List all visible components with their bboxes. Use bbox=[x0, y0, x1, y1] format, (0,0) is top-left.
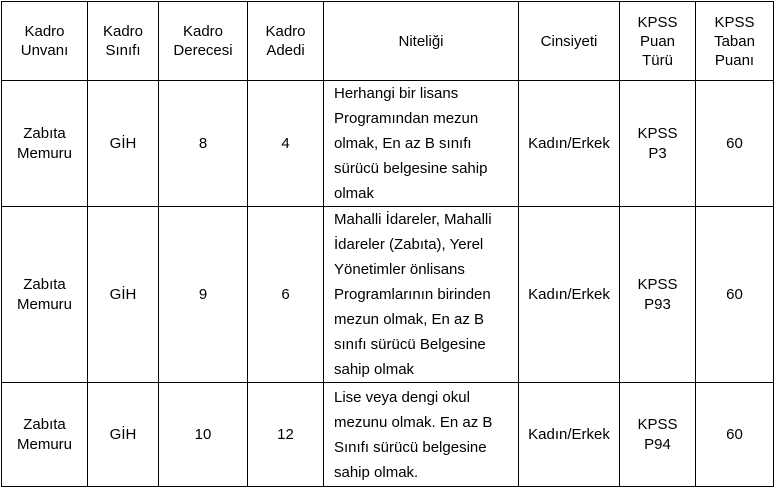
header-cell-kpss-min-score: KPSS Taban Puanı bbox=[696, 2, 774, 81]
cell-count: 6 bbox=[248, 207, 324, 383]
cell-qualification: Herhangi bir lisans Programından mezun olmak, En az B sınıfı sürücü belgesine sahip olmak bbox=[324, 81, 519, 207]
cell-kpss-min-score: 60 bbox=[696, 383, 774, 487]
header-cell-kpss-score-type: KPSS Puan Türü bbox=[620, 2, 696, 81]
cell-kpss-score-type: KPSS P94 bbox=[620, 383, 696, 487]
header-cell-title: Kadro Unvanı bbox=[2, 2, 88, 81]
cell-kpss-min-score: 60 bbox=[696, 81, 774, 207]
cell-title: Zabıta Memuru bbox=[2, 383, 88, 487]
cell-kpss-min-score: 60 bbox=[696, 207, 774, 383]
table-row bbox=[2, 207, 774, 383]
cell-gender: Kadın/Erkek bbox=[519, 207, 620, 383]
header-cell-gender: Cinsiyeti bbox=[519, 2, 620, 81]
recruitment-table bbox=[1, 1, 774, 487]
cell-qualification: Mahalli İdareler, Mahalli İdareler (Zabıta), Yerel Yönetimler önlisans Programlarının birinden mezun olmak, En az B sınıfı sürücü Belgesine sahip olmak bbox=[324, 207, 519, 383]
header-cell-qualification: Niteliği bbox=[324, 2, 519, 81]
cell-grade: 10 bbox=[159, 383, 248, 487]
cell-class: GİH bbox=[88, 81, 159, 207]
header-row bbox=[2, 2, 774, 81]
cell-class: GİH bbox=[88, 383, 159, 487]
cell-qualification: Lise veya dengi okul mezunu olmak. En az B Sınıfı sürücü belgesine sahip olmak. bbox=[324, 383, 519, 487]
cell-count: 12 bbox=[248, 383, 324, 487]
cell-title: Zabıta Memuru bbox=[2, 81, 88, 207]
cell-gender: Kadın/Erkek bbox=[519, 383, 620, 487]
cell-grade: 8 bbox=[159, 81, 248, 207]
cell-title: Zabıta Memuru bbox=[2, 207, 88, 383]
header-cell-count: Kadro Adedi bbox=[248, 2, 324, 81]
cell-class: GİH bbox=[88, 207, 159, 383]
cell-gender: Kadın/Erkek bbox=[519, 81, 620, 207]
cell-kpss-score-type: KPSS P3 bbox=[620, 81, 696, 207]
cell-count: 4 bbox=[248, 81, 324, 207]
header-cell-grade: Kadro Derecesi bbox=[159, 2, 248, 81]
cell-grade: 9 bbox=[159, 207, 248, 383]
table-row bbox=[2, 383, 774, 487]
cell-kpss-score-type: KPSS P93 bbox=[620, 207, 696, 383]
table-row bbox=[2, 81, 774, 207]
document-page bbox=[1, 1, 773, 485]
header-cell-class: Kadro Sınıfı bbox=[88, 2, 159, 81]
